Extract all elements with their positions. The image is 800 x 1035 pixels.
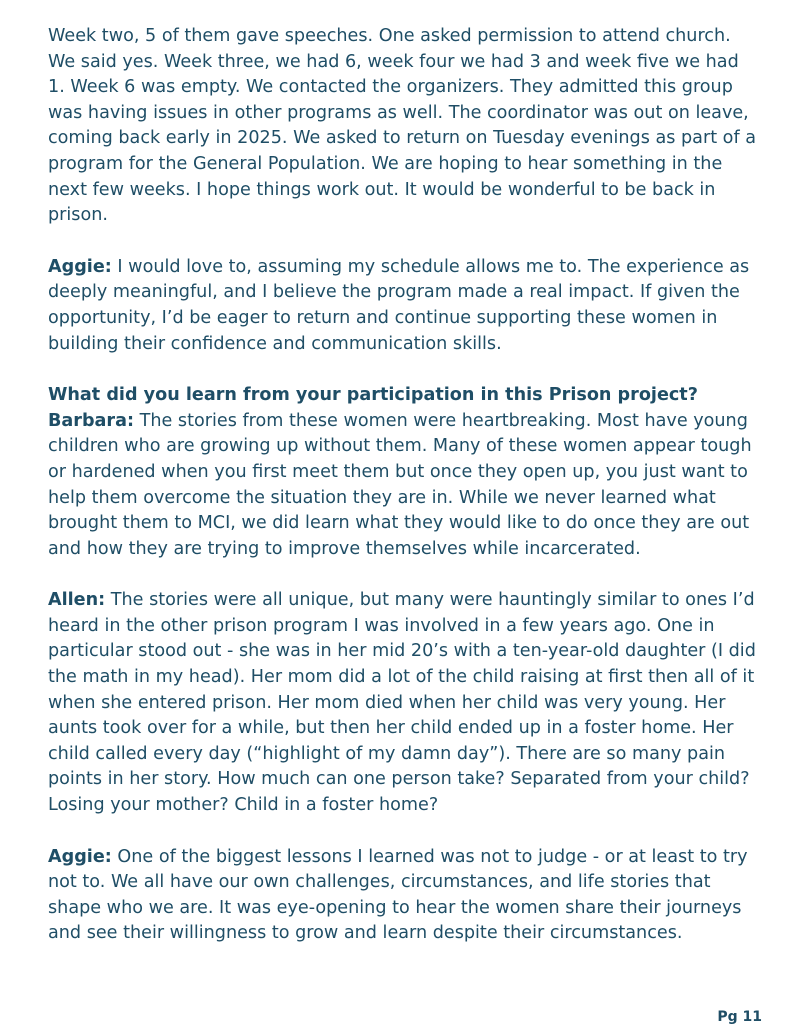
answer-text: The stories were all unique, but many were hauntingly similar to ones I’d heard in the other prison program I was involved in a few years ago. One in particular stood out - she was in her mid 20’s with a ten-year-old daughter (I did the math in my head). Her mom did a lot of the child raising at first then all of it when she entered prison. Her mom died when her child was very young. Her aunts took over for a while, but then her child ended up in a foster home. Her child called every day (“highlight of my damn day”). There are so many pain points in her story. How much can one person take? Separated from your child? Losing your mother? Child in a foster home? bbox=[48, 590, 756, 816]
question-text: What did you learn from your participation in this Prison project? bbox=[48, 385, 698, 406]
answer-text: I would love to, assuming my schedule allows me to. The experience as deeply meaningful, and I believe the program made a real impact. If given the opportunity, I’d be eager to return and continue supporting these women in building their confidence and communication skills. bbox=[48, 256, 750, 354]
answer-text: One of the biggest lessons I learned was not to judge - or at least to try not to. We all have our own challenges, circumstances, and life stories that shape who we are. It was eye-opening to hear the women share their journeys and see their willingness to grow and learn despite their circumstances. bbox=[48, 846, 748, 944]
intro-paragraph bbox=[48, 24, 760, 229]
answer-text: The stories from these women were heartbreaking. Most have young children who are growing up without them. Many of these women appear tough or hardened when you first meet them but once they open up, you just want to help them overcome the situation they are in. While we never learned what brought them to MCI, we did learn what they would like to do once they are out and how they are trying to improve themselves while incarcerated. bbox=[48, 410, 752, 559]
intro-text: Week two, 5 of them gave speeches. One asked permission to attend church. We said yes. Week three, we had 6, week four we had 3 and week five we had 1. Week 6 was empty. We contacted the organizers. They admitted this group was having issues in other programs as well. The coordinator was out on leave, coming back early in 2025. We asked to return on Tuesday evenings as part of a program for the General Population. We are hoping to hear something in the next few weeks. I hope things work out. It would be wonderful to be back in prison. bbox=[48, 26, 757, 226]
speaker-name: Allen: bbox=[48, 590, 106, 611]
aggie-answer-2 bbox=[48, 845, 760, 947]
speaker-name: Barbara: bbox=[48, 410, 135, 431]
aggie-answer-1 bbox=[48, 255, 760, 357]
page-content bbox=[48, 24, 760, 947]
allen-answer bbox=[48, 588, 760, 818]
question-heading bbox=[48, 383, 760, 409]
barbara-answer bbox=[48, 409, 760, 563]
speaker-name: Aggie: bbox=[48, 846, 112, 867]
page-number: Pg 11 bbox=[717, 1009, 762, 1025]
speaker-name: Aggie: bbox=[48, 256, 112, 277]
